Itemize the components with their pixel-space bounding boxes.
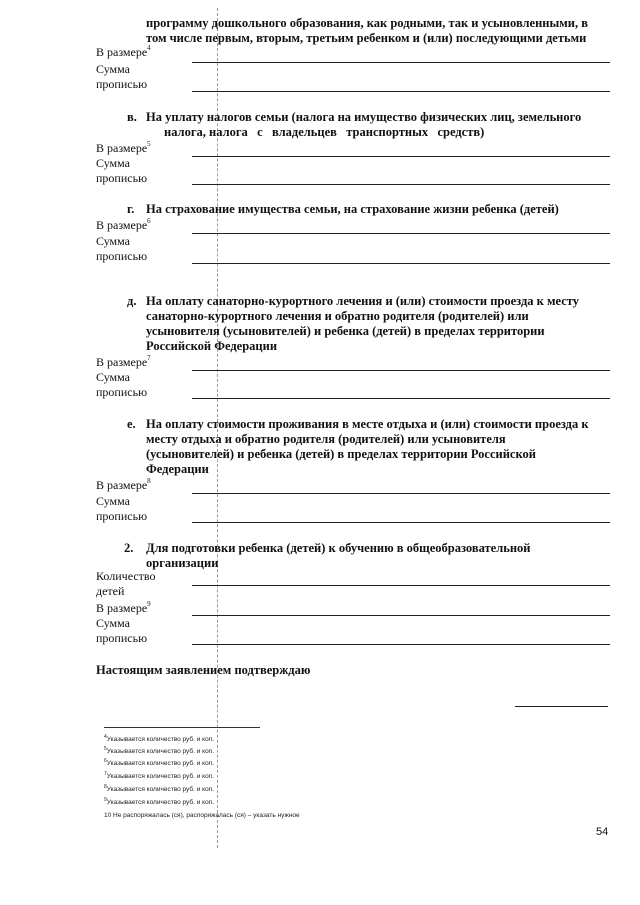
footnote-7: $^7$Указывается количество руб. и коп. xyxy=(104,771,215,780)
intro-line-2: том числе первым, вторым, третьим ребенком и (или) последующими детьми xyxy=(146,31,587,45)
words-label: прописью xyxy=(96,171,148,185)
sum-label: Сумма xyxy=(96,616,130,630)
section-d-line-3: усыновителя (усыновителей) и ребенка (детей) в пределах территории xyxy=(146,324,545,338)
size-field-line[interactable] xyxy=(192,493,610,494)
sum-field-line[interactable] xyxy=(192,184,610,185)
section-v-line-2: налога, налога с владельцев транспортных средств) xyxy=(164,125,485,139)
footnote-9: $^9$Указывается количество руб. и коп. xyxy=(104,797,215,806)
sum-field-line[interactable] xyxy=(192,398,610,399)
section-e-letter: е. xyxy=(127,417,136,431)
signature-line[interactable] xyxy=(515,706,608,707)
sum-field-line[interactable] xyxy=(192,263,610,264)
sum-field-line[interactable] xyxy=(192,522,610,523)
size-field-line[interactable] xyxy=(192,370,610,371)
size-label: В размере$^9$ xyxy=(96,600,151,615)
sum-field-line[interactable] xyxy=(192,644,610,645)
section-d-line-1: На оплату санаторно-курортного лечения и (или) стоимости проезда к месту xyxy=(146,294,579,308)
section-g-letter: г. xyxy=(127,202,135,216)
section-d-line-4: Российской Федерации xyxy=(146,339,278,353)
size-label: В размере$^5$ xyxy=(96,140,151,155)
words-label: прописью xyxy=(96,385,148,399)
section-d-letter: д. xyxy=(127,294,137,308)
size-label: В размере$^7$ xyxy=(96,354,151,369)
confirm-statement: Настоящим заявлением подтверждаю xyxy=(96,663,311,677)
words-label: прописью xyxy=(96,249,148,263)
section-e-line-4: Федерации xyxy=(146,462,209,476)
children-count-label-2: детей xyxy=(96,584,125,598)
sum-field-line[interactable] xyxy=(192,91,610,92)
size-label: В размере$^8$ xyxy=(96,477,151,492)
section-e-line-1: На оплату стоимости проживания в месте отдыха и (или) стоимости проезда к xyxy=(146,417,589,431)
footnote-4: $^4$Указывается количество руб. и коп. xyxy=(104,734,215,743)
section-2-line-1: Для подготовки ребенка (детей) к обучению в общеобразовательной xyxy=(146,541,531,555)
size-label: В размере$^6$ xyxy=(96,217,151,232)
children-count-field-line[interactable] xyxy=(192,585,610,586)
words-label: прописью xyxy=(96,631,148,645)
sum-label: Сумма xyxy=(96,370,130,384)
footnote-10: 10 Не распоряжалась (ся), распоряжалась (ся) – указать нужное xyxy=(104,812,300,819)
sum-label: Сумма xyxy=(96,156,130,170)
words-label: прописью xyxy=(96,509,148,523)
intro-line-1: программу дошкольного образования, как родными, так и усыновленными, в xyxy=(146,16,588,30)
sum-label: Сумма xyxy=(96,62,130,76)
footnote-6: $^6$Указывается количество руб. и коп. xyxy=(104,758,215,767)
page-number: 54 xyxy=(596,826,609,838)
footnote-5: $^5$Указывается количество руб. и коп. xyxy=(104,746,215,755)
sum-label: Сумма xyxy=(96,234,130,248)
footnote-separator xyxy=(104,727,260,728)
section-2-number: 2. xyxy=(124,541,134,555)
section-e-line-3: (усыновителей) и ребенка (детей) в пределах территории Российской xyxy=(146,447,536,461)
section-g-line-1: На страхование имущества семьи, на страхование жизни ребенка (детей) xyxy=(146,202,559,216)
footnote-8: $^8$Указывается количество руб. и коп. xyxy=(104,784,215,793)
size-field-line[interactable] xyxy=(192,233,610,234)
section-2-line-2: организации xyxy=(146,556,219,570)
section-v-line-1: На уплату налогов семьи (налога на имущество физических лиц, земельного xyxy=(146,110,582,124)
size-field-line[interactable] xyxy=(192,156,610,157)
section-e-line-2: месту отдыха и обратно родителя (родителей) или усыновителя xyxy=(146,432,506,446)
children-count-label: Количество xyxy=(96,569,156,583)
sum-label: Сумма xyxy=(96,494,130,508)
size-label: В размере$^4$ xyxy=(96,44,151,59)
section-d-line-2: санаторно-курортного лечения и обратно родителя (родителей) или xyxy=(146,309,529,323)
size-field-line[interactable] xyxy=(192,615,610,616)
size-field-line[interactable] xyxy=(192,62,610,63)
section-v-letter: в. xyxy=(127,110,137,124)
words-label: прописью xyxy=(96,77,148,91)
